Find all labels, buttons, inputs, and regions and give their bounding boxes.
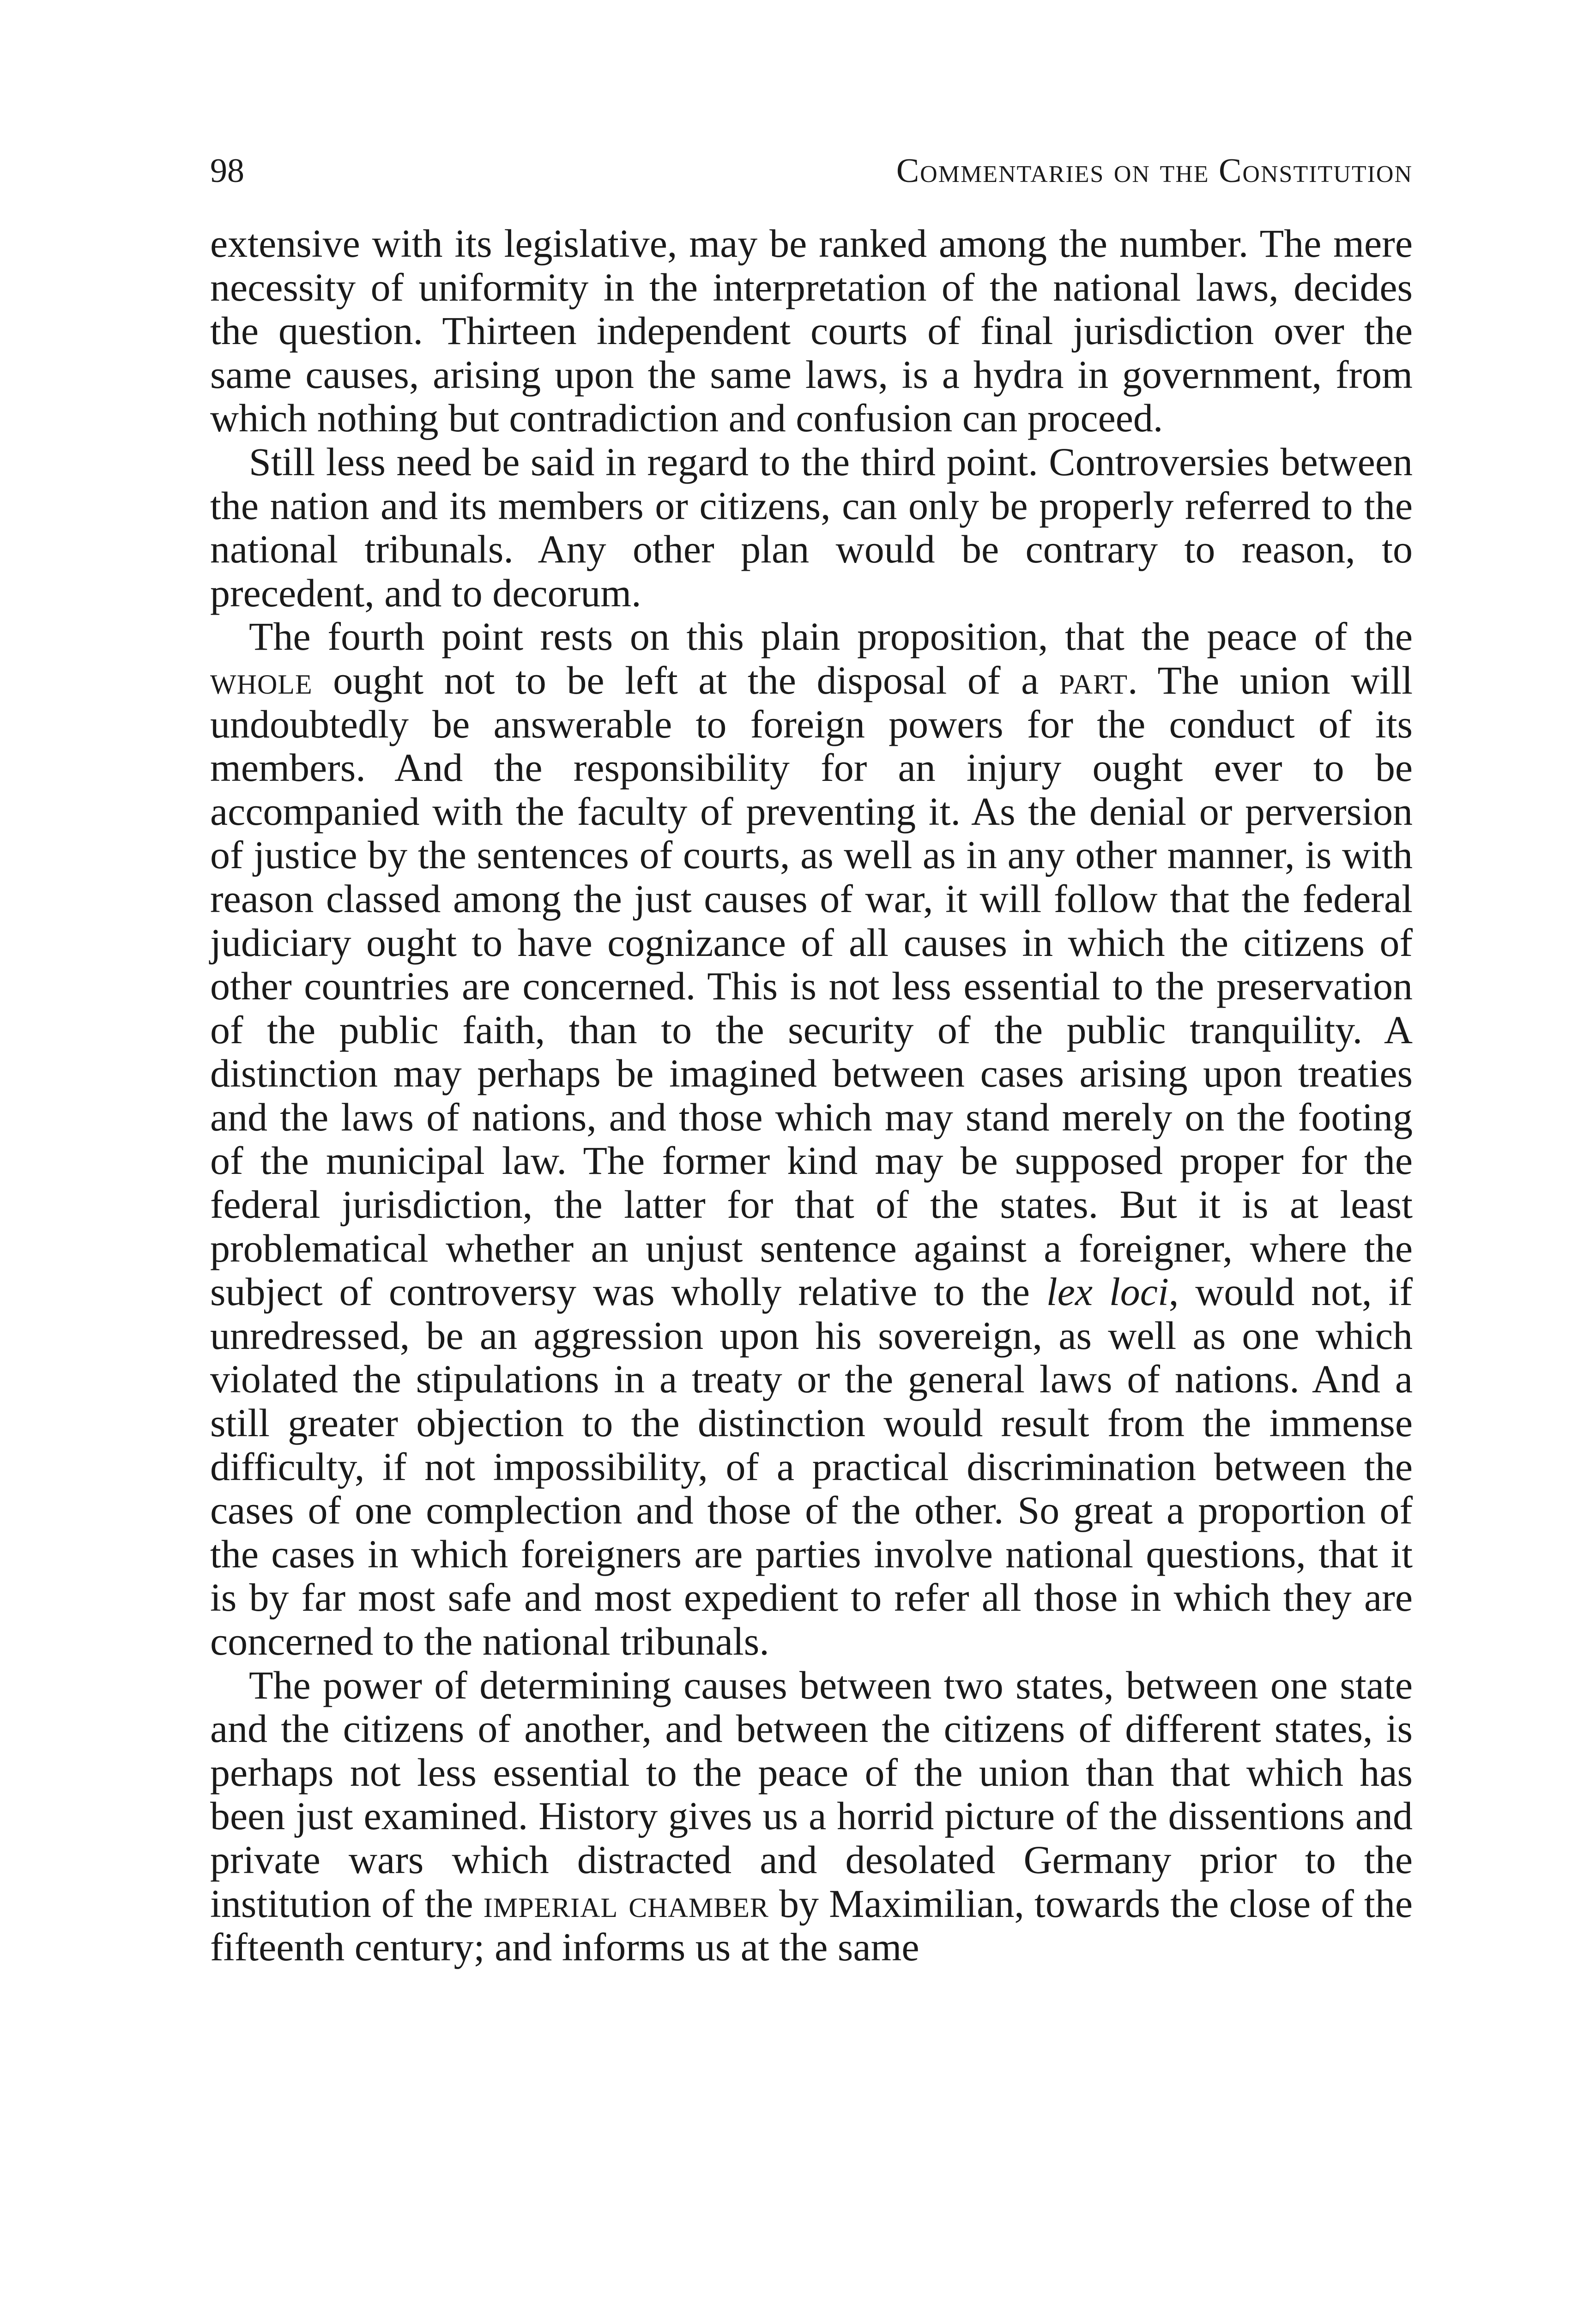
small-caps-whole: whole bbox=[210, 658, 313, 702]
paragraph-3 bbox=[210, 615, 1413, 1663]
paragraph-4 bbox=[210, 1663, 1413, 1969]
page-number: 98 bbox=[210, 152, 244, 190]
book-page bbox=[210, 148, 1413, 1969]
paragraph-4-text-a: The power of determining causes between two states, between one state and the citizens of another, and between the citizens of different states, is perhaps not less essential to the peace of the union than that which has been just examined. History gives us a horrid picture of the dissentions and private wars which distracted and desolated Germany prior to the institution of the bbox=[210, 1662, 1413, 1926]
running-title: Commentaries on the Constitution bbox=[896, 152, 1413, 190]
small-caps-part: part bbox=[1059, 658, 1128, 702]
paragraph-3-text-a: The fourth point rests on this plain proposition, that the peace of the bbox=[249, 614, 1413, 659]
paragraph-2-text: Still less need be said in regard to the third point. Controversies between the nation and its members or citizens, can only be properly referred to the national tribunals. Any other plan would be contrary to reason, to precedent, and to decorum. bbox=[210, 439, 1413, 615]
small-caps-imperial-chamber: imperial chamber bbox=[483, 1881, 769, 1926]
running-head bbox=[210, 148, 1413, 203]
italic-lex-loci: lex loci bbox=[1046, 1269, 1169, 1314]
paragraph-1 bbox=[210, 222, 1413, 440]
paragraph-4-text-b: by Maximilian, towards the close of the fifteenth century; and informs us at the same bbox=[210, 1881, 1413, 1970]
paragraph-2 bbox=[210, 440, 1413, 615]
paragraph-3-text-c: . The union will undoubtedly be answerable to foreign powers for the conduct of its members. And the responsibility for an injury ought ever to be accompanied with the faculty of preventing it. As the denial or perversion of justice by the sentences of courts, as well as in any other manner, is with reason classed among the just causes of war, it will follow that the federal judiciary ought to have cognizance of all causes in which the citizens of other countries are concerned. This is not less essential to the preservation of the public faith, than to the security of the public tranquility. A distinction may perhaps be imagined between cases arising upon treaties and the laws of nations, and those which may stand merely on the footing of the municipal law. The former kind may be supposed proper for the federal jurisdiction, the latter for that of the states. But it is at least problematical whether an unjust sentence against a foreigner, where the subject of controversy was wholly relative to the bbox=[210, 658, 1413, 1314]
paragraph-1-text: extensive with its legislative, may be ranked among the number. The mere necessity of uniformity in the interpretation of the national laws, decides the question. Thirteen independent courts of final jurisdiction over the same causes, arising upon the same laws, is a hydra in government, from which nothing but contradiction and confusion can proceed. bbox=[210, 221, 1413, 441]
paragraph-3-text-b: ought not to be left at the disposal of a bbox=[312, 658, 1059, 702]
body-text bbox=[210, 222, 1413, 1969]
paragraph-3-text-d: , would not, if unredressed, be an aggression upon his sovereign, as well as one which violated the stipulations in a treaty or the general laws of nations. And a still greater objection to the distinction would result from the immense difficulty, if not impossibility, of a practical discrimination between the cases of one complection and those of the other. So great a proportion of the cases in which foreigners are parties involve national questions, that it is by far most safe and most expedient to refer all those in which they are concerned to the national tribunals. bbox=[210, 1269, 1413, 1663]
